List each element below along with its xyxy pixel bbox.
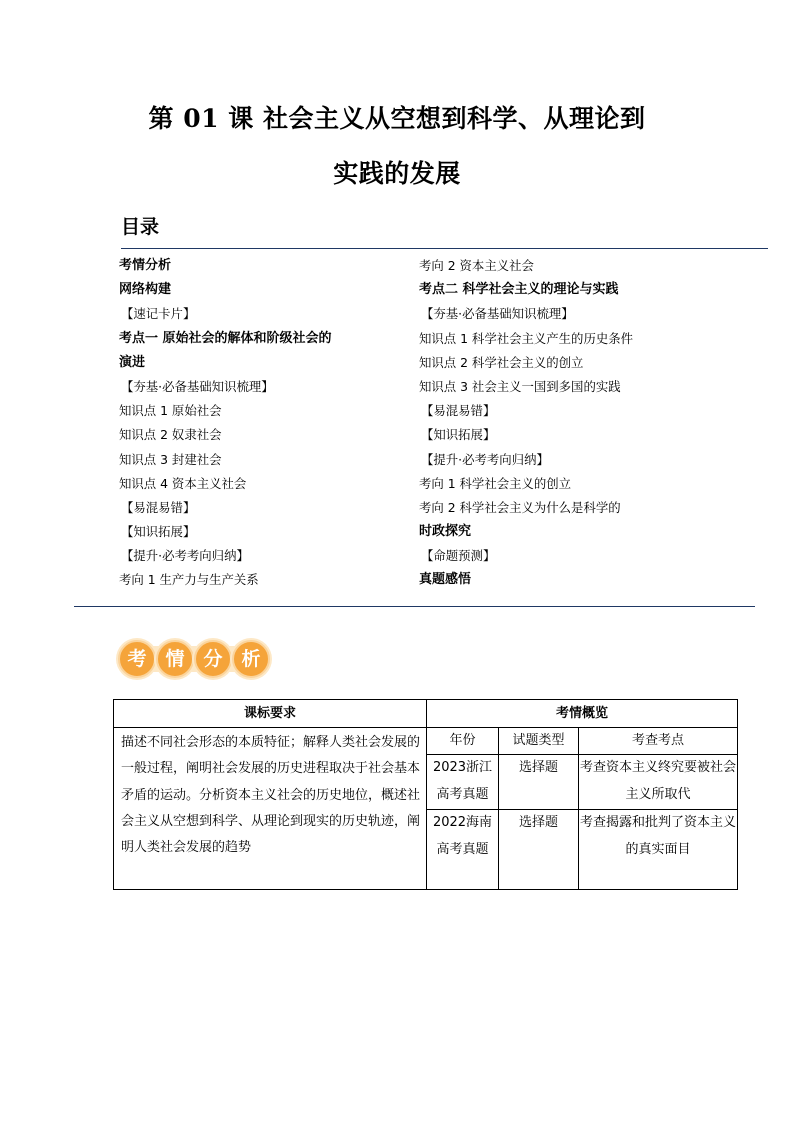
header-exam-overview: 考情概览	[427, 700, 738, 728]
toc-heading: 目录	[121, 216, 160, 238]
requirement-text: 描述不同社会形态的本质特征；解释人类社会发展的一般过程，阐明社会发展的历史进程取决于社会基本矛盾的运动。分析资本主义社会的历史地位，概述社会主义从空想到科学、从理论到现实的历史轨迹，阐明人类社会发展的趋势	[121, 735, 421, 856]
toc-entry-right-12[interactable]: 时政探究	[419, 524, 472, 540]
toc-entry-left-11[interactable]: 【易混易错】	[121, 499, 196, 515]
toc-entry-right-1[interactable]: 考向 2 资本主义社会	[419, 258, 534, 273]
row2-year: 2022海南高考真题	[427, 810, 499, 890]
toc-entry-left-14[interactable]: 考向 1 生产力与生产关系	[119, 572, 259, 588]
toc-entry-left-4[interactable]: 考点一 原始社会的解体和阶级社会的	[119, 330, 332, 346]
toc-entry-right-4[interactable]: 知识点 1 科学社会主义产生的历史条件	[419, 330, 634, 346]
toc-entry-right-14[interactable]: 真题感悟	[419, 572, 472, 588]
toc-top-divider	[121, 248, 768, 249]
requirement-cell	[114, 728, 427, 890]
toc-entry-left-6[interactable]: 【夯基·必备基础知识梳理】	[121, 378, 274, 394]
toc-entry-left-9[interactable]: 知识点 3 封建社会	[119, 451, 222, 467]
toc-entry-left-5[interactable]: 演进	[119, 354, 146, 370]
subheader-question-type: 试题类型	[499, 728, 579, 755]
row1-year: 2023浙江高考真题	[427, 755, 499, 810]
toc-entry-right-2[interactable]: 考点二 科学社会主义的理论与实践	[419, 282, 619, 298]
toc-entry-right-5[interactable]: 知识点 2 科学社会主义的创立	[419, 354, 584, 370]
toc-entry-left-13[interactable]: 【提升·必考考向归纳】	[121, 548, 249, 564]
toc-entry-right-6[interactable]: 知识点 3 社会主义一国到多国的实践	[419, 378, 621, 394]
toc-entry-right-3[interactable]: 【夯基·必备基础知识梳理】	[421, 306, 574, 322]
toc-entry-left-12[interactable]: 【知识拓展】	[121, 524, 196, 540]
section-badge-kaoqing-fenxi	[118, 636, 278, 680]
toc-right-column	[419, 254, 709, 593]
toc-entry-right-13[interactable]: 【命题预测】	[421, 548, 496, 564]
toc-entry-right-7[interactable]: 【易混易错】	[421, 403, 496, 419]
toc-entry-right-10[interactable]: 考向 1 科学社会主义的创立	[419, 475, 572, 491]
subheader-exam-point: 考查考点	[579, 728, 738, 755]
toc-entry-left-8[interactable]: 知识点 2 奴隶社会	[119, 427, 222, 443]
page-title-line1: 第 01 课 社会主义从空想到科学、从理论到	[148, 104, 646, 133]
page-title-line2: 实践的发展	[333, 159, 461, 188]
badge-char-3: 分	[194, 640, 232, 678]
header-curriculum-requirement: 课标要求	[114, 700, 427, 728]
row2-type: 选择题	[499, 810, 579, 890]
subheader-year: 年份	[427, 728, 499, 755]
toc-entry-right-8[interactable]: 【知识拓展】	[421, 427, 496, 443]
badge-char-2: 情	[156, 640, 194, 678]
badge-char-1: 考	[118, 640, 156, 678]
toc-bottom-divider	[74, 606, 755, 607]
row1-type: 选择题	[499, 755, 579, 810]
toc-entry-left-2[interactable]: 网络构建	[119, 282, 172, 298]
badge-char-4: 析	[232, 640, 270, 678]
row2-point: 考查揭露和批判了资本主义的真实面目	[579, 810, 738, 890]
toc-left-column	[119, 254, 409, 593]
toc-entry-left-10[interactable]: 知识点 4 资本主义社会	[119, 475, 247, 491]
row1-point: 考查资本主义终究要被社会主义所取代	[579, 755, 738, 810]
toc-entry-left-1[interactable]: 考情分析	[119, 258, 172, 273]
toc-entry-left-3[interactable]: 【速记卡片】	[121, 306, 196, 322]
exam-overview-table	[113, 699, 738, 890]
toc-entry-right-9[interactable]: 【提升·必考考向归纳】	[421, 451, 549, 467]
toc-entry-right-11[interactable]: 考向 2 科学社会主义为什么是科学的	[419, 499, 621, 515]
toc-entry-left-7[interactable]: 知识点 1 原始社会	[119, 403, 222, 419]
